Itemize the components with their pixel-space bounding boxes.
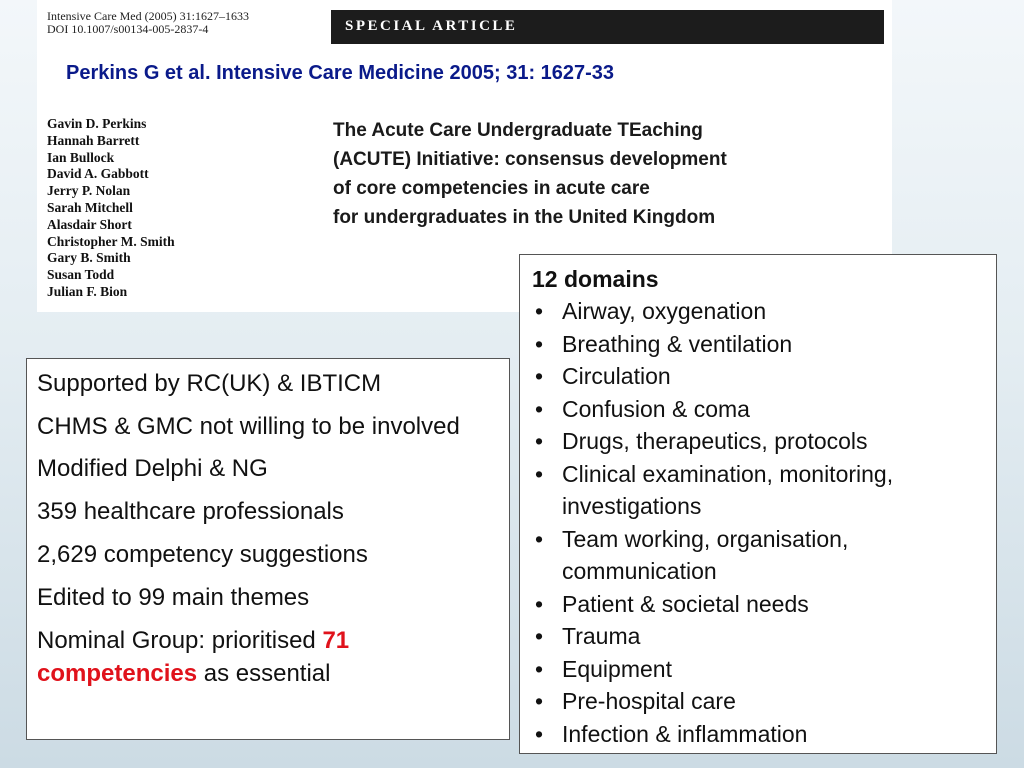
domain-item [532, 685, 984, 718]
special-article-banner [331, 10, 884, 44]
author: Christopher M. Smith [47, 233, 175, 249]
domain-item [532, 588, 984, 621]
domain-label: Confusion & coma [562, 395, 750, 422]
domains-list [532, 295, 984, 750]
author: Alasdair Short [47, 216, 132, 232]
domain-item [532, 328, 984, 361]
title-line: for undergraduates in the United Kingdom [333, 207, 716, 228]
domain-item [532, 295, 984, 328]
author: Hannah Barrett [47, 132, 140, 148]
domain-label: Trauma [562, 623, 641, 649]
domain-item [532, 653, 984, 686]
domain-item [532, 393, 984, 426]
author: Julian F. Bion [47, 283, 128, 299]
summary-item: 2,629 competency suggestions [37, 541, 368, 568]
author: Ian Bullock [47, 149, 115, 165]
bullet: • [535, 590, 544, 617]
title-line: of core competencies in acute care [333, 178, 650, 199]
domain-label: Equipment [562, 655, 672, 682]
bullet: • [535, 395, 544, 422]
domain-label: Infection & inflammation [562, 720, 808, 747]
domain-item [532, 360, 984, 393]
bullet: • [535, 623, 544, 649]
bullet: • [535, 460, 544, 487]
domain-label: Pre-hospital care [562, 688, 736, 714]
bullet: • [535, 298, 544, 324]
competencies-highlight: 71 competencies [37, 627, 350, 687]
domain-label: Breathing & ventilation [562, 330, 793, 357]
bullet: • [535, 428, 544, 454]
bullet: • [535, 525, 544, 552]
author: Jerry P. Nolan [47, 183, 131, 199]
bullet: • [535, 688, 544, 714]
bullet: • [535, 655, 544, 682]
author: Sarah Mitchell [47, 199, 133, 215]
bullet: • [535, 363, 544, 389]
summary-item-prioritised [37, 624, 499, 690]
title-line: The Acute Care Undergraduate TEaching [333, 120, 703, 141]
domain-label: Team working, organisation, communication [562, 525, 849, 584]
prioritised-prefix: Nominal Group: prioritised [37, 627, 323, 654]
domain-item [532, 458, 984, 523]
citation: Perkins G et al. Intensive Care Medicine 2005; 31: 1627-33 [66, 62, 615, 84]
author: Gavin D. Perkins [47, 116, 147, 131]
summary-box [26, 358, 510, 740]
domain-label: Circulation [562, 363, 671, 389]
domain-label: Drugs, therapeutics, protocols [562, 428, 868, 454]
bullet: • [535, 720, 544, 747]
summary-item: CHMS & GMC not willing to be involved [37, 413, 460, 440]
summary-item: 359 healthcare professionals [37, 498, 344, 525]
domain-item [532, 523, 984, 588]
journal-line: Intensive Care Med (2005) 31:1627–1633 [47, 9, 249, 23]
article-title [333, 116, 873, 232]
author-list [47, 116, 175, 301]
journal-reference [47, 10, 249, 36]
author: Susan Todd [47, 267, 115, 283]
domain-item [532, 620, 984, 653]
bullet: • [535, 330, 544, 357]
summary-item: Modified Delphi & NG [37, 455, 268, 482]
prioritised-suffix: as essential [197, 660, 331, 687]
summary-item: Edited to 99 main themes [37, 584, 310, 611]
domains-title: 12 domains [532, 266, 659, 292]
author: Gary B. Smith [47, 250, 131, 266]
domain-item [532, 718, 984, 751]
doi-line: DOI 10.1007/s00134-005-2837-4 [47, 22, 209, 36]
summary-item: Supported by RC(UK) & IBTICM [37, 370, 382, 397]
domain-label: Airway, oxygenation [562, 298, 767, 324]
author: David A. Gabbott [47, 166, 149, 182]
domains-box [519, 254, 997, 754]
domain-label: Clinical examination, monitoring, investigations [562, 460, 894, 519]
domain-item [532, 425, 984, 458]
domain-label: Patient & societal needs [562, 590, 809, 617]
title-line: (ACUTE) Initiative: consensus development [333, 149, 727, 170]
banner-label: SPECIAL ARTICLE [345, 18, 518, 34]
